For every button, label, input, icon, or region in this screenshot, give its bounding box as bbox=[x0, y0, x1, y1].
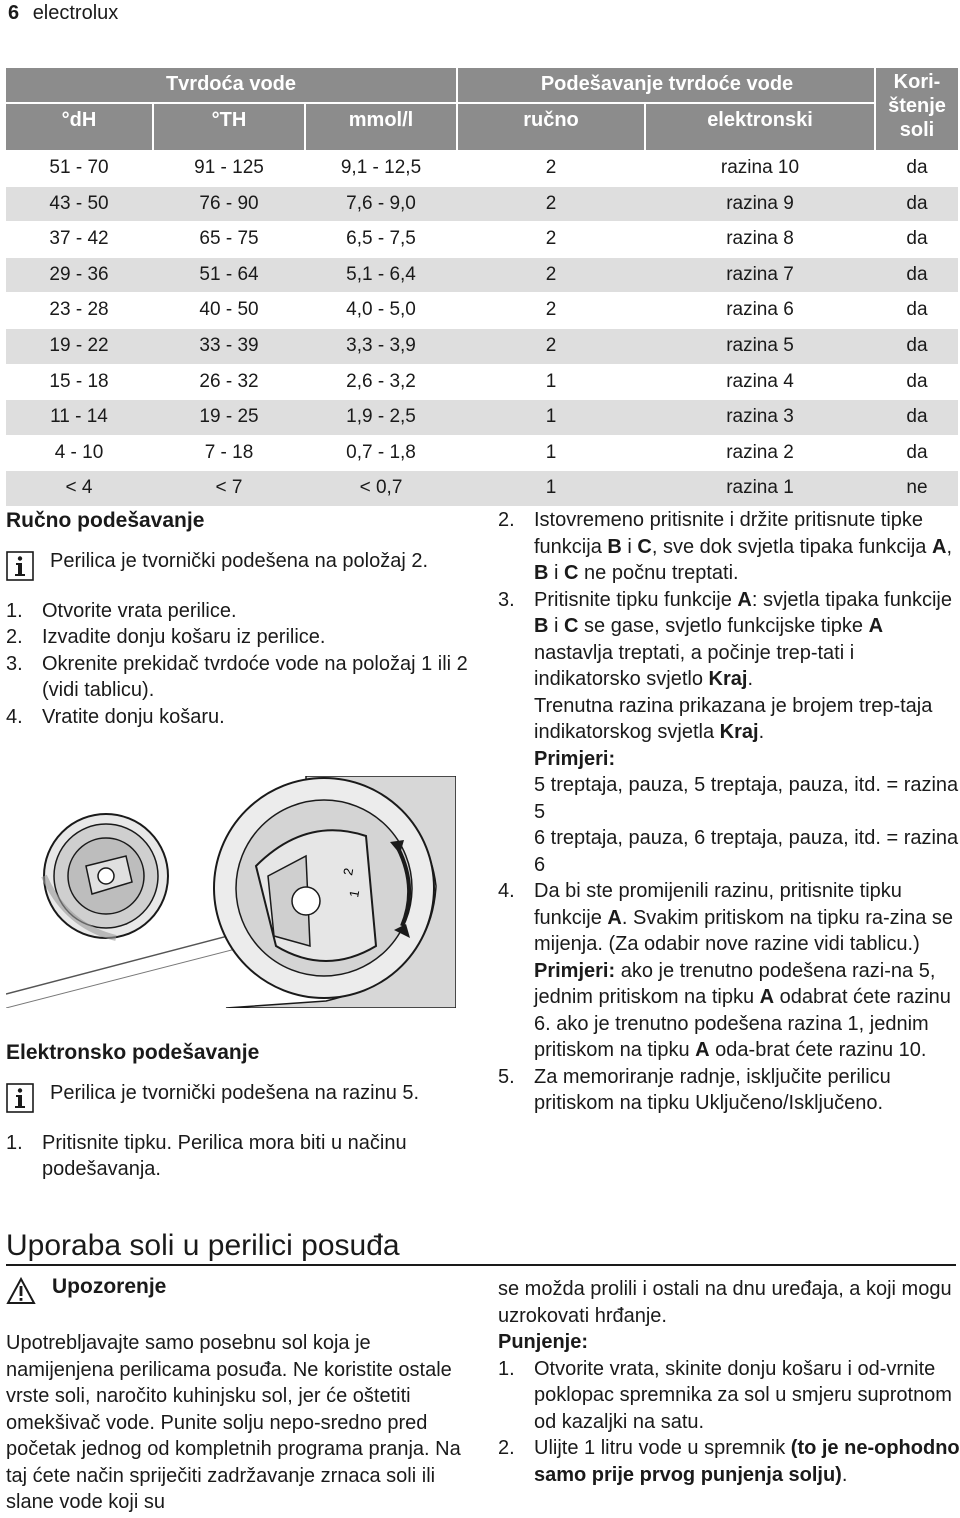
list-item bbox=[6, 624, 468, 651]
header-vsep-1 bbox=[456, 68, 458, 150]
examples-label: Primjeri: bbox=[534, 747, 616, 770]
info-icon bbox=[6, 1083, 34, 1113]
cell-dh: 11 - 14 bbox=[50, 406, 108, 428]
cell-dh: 29 - 36 bbox=[49, 263, 109, 285]
manual-note bbox=[6, 548, 468, 581]
table-row bbox=[6, 292, 958, 328]
header-vsep-3 bbox=[152, 104, 154, 150]
step-number: 4. bbox=[6, 705, 23, 728]
key-a: A bbox=[695, 1039, 710, 1061]
cell-salt: da bbox=[906, 441, 928, 463]
dial-label-1: 1 bbox=[346, 888, 363, 899]
header-group-setting: Podešavanje tvrdoće vode bbox=[540, 73, 794, 95]
cell-mmol: 2,6 - 3,2 bbox=[346, 370, 416, 392]
key-c: C bbox=[564, 562, 579, 584]
cell-salt: da bbox=[906, 228, 928, 250]
kraj-label: Kraj bbox=[708, 668, 748, 690]
list-item bbox=[498, 587, 960, 879]
text: ne počnu treptati. bbox=[578, 562, 739, 584]
cell-electronic: razina 6 bbox=[726, 299, 794, 321]
cell-manual: 1 bbox=[545, 370, 557, 392]
step-number: 3. bbox=[498, 588, 515, 611]
cell-electronic: razina 1 bbox=[726, 477, 794, 499]
step-number: 1. bbox=[6, 599, 23, 622]
text: . bbox=[758, 721, 765, 743]
table-row bbox=[6, 470, 958, 506]
header-salt: Kori- štenje soli bbox=[888, 71, 946, 141]
dial-drawing bbox=[6, 776, 456, 1008]
electronic-section bbox=[6, 1040, 468, 1183]
cell-th: 91 - 125 bbox=[194, 157, 264, 178]
step-number: 4. bbox=[498, 880, 515, 902]
text: Da bi ste promijenili razinu, pritisnite tipku funkcije bbox=[534, 880, 902, 929]
key-c: C bbox=[564, 615, 579, 637]
step-text: Okrenite prekidač tvrdoće vode na položaj 1 ili 2 (vidi tablicu). bbox=[42, 652, 468, 701]
cell-dh: 51 - 70 bbox=[49, 157, 109, 178]
cell-manual: 2 bbox=[545, 334, 557, 356]
cell-mmol: 9,1 - 12,5 bbox=[340, 157, 422, 178]
header-th: °TH bbox=[211, 109, 247, 131]
list-item bbox=[498, 878, 960, 1064]
text: . Svakim pritiskom na tipku ra-zina se mijenja. (Za odabir nove razine vidi tablicu.) bbox=[534, 906, 954, 955]
key-a: A bbox=[607, 906, 622, 929]
cell-salt: da bbox=[906, 406, 928, 428]
cell-electronic: razina 8 bbox=[726, 228, 794, 250]
step-text: Pritisnite tipku. Perilica mora biti u načinu podešavanja. bbox=[42, 1131, 407, 1180]
text: oda-brat ćete razinu 10. bbox=[709, 1039, 927, 1061]
step-text: Izvadite donju košaru iz perilice. bbox=[42, 626, 326, 648]
manual-section bbox=[6, 508, 468, 730]
example-2: 6 treptaja, pauza, 6 treptaja, pauza, itd. = razina 6 bbox=[534, 827, 959, 876]
list-item bbox=[6, 598, 468, 625]
table-header bbox=[6, 68, 958, 150]
cell-electronic: razina 7 bbox=[726, 263, 794, 285]
kraj-label: Kraj bbox=[719, 721, 759, 743]
cell-electronic: razina 10 bbox=[720, 157, 800, 178]
list-item bbox=[498, 507, 960, 587]
header-electronic: elektronski bbox=[707, 109, 813, 131]
electronic-note-text: Perilica je tvornički podešena na razinu 5. bbox=[50, 1081, 420, 1104]
table-row bbox=[6, 435, 958, 471]
text: Ulijte 1 litru vode u spremnik bbox=[534, 1437, 791, 1459]
cell-salt: da bbox=[906, 334, 928, 356]
cell-dh: 19 - 22 bbox=[49, 334, 109, 356]
brand-name: electrolux bbox=[32, 2, 119, 24]
text: . bbox=[747, 668, 753, 690]
examples-label: Primjeri: bbox=[534, 959, 616, 982]
text: odabrat ćete razinu 6. ako je trenutno podešena razina 1, jednim pritiskom na tipku bbox=[534, 986, 951, 1061]
text: Istovremeno pritisnite i držite pritisnute tipke funkcija bbox=[534, 509, 924, 558]
header-divider bbox=[6, 102, 874, 104]
list-item bbox=[498, 1064, 960, 1117]
cell-mmol: 5,1 - 6,4 bbox=[346, 263, 416, 285]
cell-th: 19 - 25 bbox=[199, 406, 259, 428]
cell-mmol: 6,5 - 7,5 bbox=[346, 228, 416, 250]
cell-mmol: 0,7 - 1,8 bbox=[346, 441, 416, 463]
page-header bbox=[8, 0, 118, 26]
cell-salt: ne bbox=[906, 477, 928, 499]
section-rule bbox=[6, 1264, 956, 1266]
header-dh: °dH bbox=[61, 109, 97, 131]
warning-icon bbox=[6, 1277, 36, 1305]
cell-electronic: razina 2 bbox=[726, 441, 794, 463]
cell-manual: 1 bbox=[545, 441, 557, 463]
warning-header bbox=[6, 1274, 468, 1305]
cell-th: 26 - 32 bbox=[199, 370, 259, 392]
text: i bbox=[548, 615, 565, 637]
cell-manual: 2 bbox=[545, 228, 557, 250]
text: se gase, svjetlo funkcijske tipke bbox=[578, 615, 869, 637]
list-item bbox=[6, 651, 468, 704]
header-vsep-2 bbox=[874, 68, 876, 150]
list-item bbox=[6, 704, 468, 731]
list-item bbox=[6, 1130, 468, 1183]
table-row bbox=[6, 186, 958, 222]
cell-dh: 15 - 18 bbox=[49, 370, 109, 392]
right-steps bbox=[498, 507, 960, 1117]
electronic-steps bbox=[6, 1130, 468, 1183]
step-number: 2. bbox=[498, 509, 515, 531]
table-row bbox=[6, 399, 958, 435]
warning-text: Upotrebljavajte samo posebnu sol koja je namijenjena perilicama posuđa. Ne koristite ostale vrste soli, naročito kuhinjsku sol, jer će oštetiti omekšivač vode. Punite solju nepo-sredno pred početak jednog od kompletnih programa pranja. Na taj ćete način spriječiti zadržavanje zrnaca soli ili slane vode koji su bbox=[6, 1332, 461, 1513]
key-a: A bbox=[759, 986, 775, 1008]
water-hardness-table bbox=[6, 68, 958, 506]
list-item bbox=[498, 1356, 960, 1436]
text: i bbox=[548, 562, 565, 584]
manual-steps bbox=[6, 598, 468, 731]
cell-th: 7 - 18 bbox=[204, 441, 254, 463]
cell-dh: < 4 bbox=[65, 477, 93, 499]
step-text: Vratite donju košaru. bbox=[42, 705, 225, 728]
salt-filling bbox=[498, 1276, 960, 1488]
cell-manual: 2 bbox=[545, 192, 557, 214]
cell-manual: 2 bbox=[545, 157, 557, 178]
cell-th: < 7 bbox=[215, 477, 243, 499]
filling-label: Punjenje: bbox=[498, 1331, 589, 1353]
cell-manual: 1 bbox=[545, 406, 557, 428]
cell-mmol: 1,9 - 2,5 bbox=[346, 406, 416, 428]
page-number: 6 bbox=[8, 2, 20, 24]
cell-dh: 4 - 10 bbox=[54, 441, 104, 463]
info-icon bbox=[6, 551, 34, 581]
cell-mmol: 4,0 - 5,0 bbox=[346, 299, 416, 321]
step-text: Za memoriranje radnje, isključite perilicu pritiskom na tipku Uključeno/Isključeno. bbox=[534, 1065, 891, 1114]
step-number: 2. bbox=[6, 626, 23, 648]
cell-salt: da bbox=[906, 192, 928, 214]
cell-electronic: razina 3 bbox=[726, 406, 794, 428]
table-row bbox=[6, 150, 958, 186]
key-b: B bbox=[534, 562, 549, 584]
cell-th: 65 - 75 bbox=[199, 228, 259, 250]
cell-manual: 2 bbox=[545, 299, 557, 321]
cell-mmol: < 0,7 bbox=[359, 477, 403, 499]
text: nastavlja treptati, a počinje trep-tati i indikatorsko svjetlo bbox=[534, 641, 855, 690]
text: Pritisnite tipku funkcije bbox=[534, 588, 738, 611]
cell-manual: 1 bbox=[545, 477, 557, 499]
manual-note-text: Perilica je tvornički podešena na položaj 2. bbox=[50, 549, 428, 572]
dial-label-2: 2 bbox=[340, 866, 357, 877]
key-a: A bbox=[868, 615, 884, 637]
salt-warning bbox=[6, 1274, 468, 1516]
step-number: 5. bbox=[498, 1065, 515, 1088]
key-b: B bbox=[607, 535, 622, 558]
warning-title: Upozorenje bbox=[52, 1275, 167, 1298]
cell-dh: 43 - 50 bbox=[49, 192, 109, 214]
key-c: C bbox=[637, 535, 652, 558]
text: Trenutna razina prikazana je brojem trep-taja indikatorskog svjetla bbox=[534, 694, 933, 743]
level-explanation bbox=[534, 693, 960, 746]
dial-illustration bbox=[6, 776, 456, 1008]
electronic-title: Elektronsko podešavanje bbox=[6, 1041, 260, 1064]
cell-mmol: 7,6 - 9,0 bbox=[346, 192, 416, 214]
step-number: 3. bbox=[6, 652, 23, 675]
warning-text-continued: se možda prolili i ostali na dnu uređaja, a koji mogu uzrokovati hrđanje. bbox=[498, 1278, 952, 1327]
header-manual: ručno bbox=[523, 109, 579, 131]
filling-steps bbox=[498, 1356, 960, 1489]
list-item bbox=[498, 1435, 960, 1488]
header-group-hardness: Tvrdoća vode bbox=[165, 73, 297, 95]
key-b: B bbox=[534, 615, 549, 637]
cell-mmol: 3,3 - 3,9 bbox=[346, 334, 416, 356]
text: i bbox=[621, 535, 638, 558]
step-number: 1. bbox=[498, 1357, 515, 1380]
header-vsep-4 bbox=[304, 104, 306, 150]
table-row bbox=[6, 328, 958, 364]
header-vsep-5 bbox=[644, 104, 646, 150]
emphasis: (to je ne-ophodno samo prije prvog punjenja solju) bbox=[534, 1437, 960, 1486]
key-a: A bbox=[737, 588, 752, 611]
electronic-steps-continued bbox=[498, 507, 960, 1117]
step-text: Otvorite vrata perilice. bbox=[42, 599, 237, 622]
header-mmol: mmol/l bbox=[348, 109, 414, 131]
text: : svjetla tipaka funkcije bbox=[751, 588, 952, 611]
table-row bbox=[6, 221, 958, 257]
electronic-note bbox=[6, 1080, 468, 1113]
key-a: A bbox=[931, 535, 947, 558]
cell-manual: 2 bbox=[545, 263, 557, 285]
cell-salt: da bbox=[906, 299, 928, 321]
cell-th: 40 - 50 bbox=[199, 299, 259, 321]
step-number: 2. bbox=[498, 1437, 515, 1459]
salt-section-title: Uporaba soli u perilici posuđa bbox=[6, 1229, 400, 1262]
step4-examples bbox=[534, 958, 960, 1064]
cell-electronic: razina 4 bbox=[726, 370, 794, 392]
text: , sve dok svjetla tipaka funkcija bbox=[651, 535, 932, 558]
cell-th: 76 - 90 bbox=[199, 192, 259, 214]
cell-dh: 37 - 42 bbox=[49, 228, 109, 250]
step-text: Otvorite vrata, skinite donju košaru i od-vrnite poklopac spremnika za sol u smjeru suprotnom od kazaljki na satu. bbox=[534, 1357, 952, 1433]
cell-salt: da bbox=[906, 263, 928, 285]
table-row bbox=[6, 364, 958, 400]
manual-title: Ručno podešavanje bbox=[6, 509, 205, 532]
text: , bbox=[946, 535, 952, 558]
cell-dh: 23 - 28 bbox=[49, 299, 109, 321]
cell-electronic: razina 9 bbox=[726, 192, 794, 214]
text: . bbox=[841, 1463, 848, 1486]
cell-salt: da bbox=[906, 370, 928, 392]
cell-th: 51 - 64 bbox=[199, 263, 259, 285]
cell-salt: da bbox=[906, 157, 928, 178]
text: ako je trenutno podešena razi-na 5, jednim pritiskom na tipku bbox=[534, 959, 936, 1008]
cell-th: 33 - 39 bbox=[199, 334, 259, 356]
step-number: 1. bbox=[6, 1131, 23, 1154]
table-row bbox=[6, 257, 958, 293]
cell-electronic: razina 5 bbox=[726, 334, 794, 356]
example-1: 5 treptaja, pauza, 5 treptaja, pauza, itd. = razina 5 bbox=[534, 774, 959, 823]
table-body bbox=[6, 150, 958, 506]
